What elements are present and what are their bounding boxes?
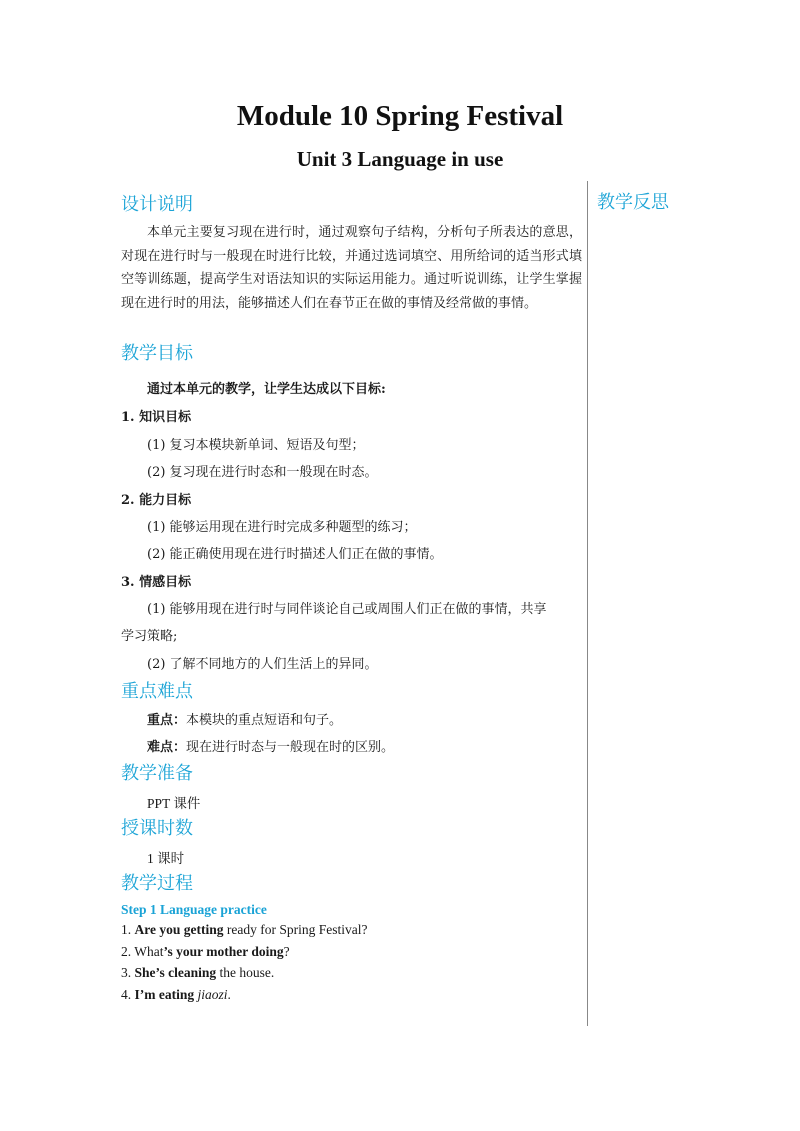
key-text: 本模块的重点短语和句子。 [186,713,343,728]
sentence-1-rest: ready for Spring Festival? [223,922,368,937]
knowledge-item-2: (2) 复习现在进行时态和一般现在时态。 [147,465,378,480]
difficult-label: 难点： [147,740,187,755]
emotion-item-2: (2) 了解不同地方的人们生活上的异同。 [147,657,378,672]
sentence-3 [121,965,274,981]
sentence-2-num: 2. What [121,944,164,959]
hours-text: 1 课时 [147,851,185,866]
sentence-4-bold: I’m eating [134,987,195,1002]
ability-item-1: (1) 能够运用现在进行时完成多种题型的练习； [147,520,417,535]
hours-heading: 授课时数 [121,818,193,839]
design-heading: 设计说明 [121,194,193,215]
reflection-heading: 教学反思 [597,192,669,213]
emotion-item-1: (1) 能够用现在进行时与同伴谈论自己或周围人们正在做的事情，共享 [147,602,547,617]
sentence-2 [121,944,290,960]
sentence-3-rest: the house. [216,965,275,980]
page-title: Module 10 Spring Festival [236,100,564,132]
prep-heading: 教学准备 [121,763,193,784]
keypoints-heading: 重点难点 [121,681,193,702]
key-label: 重点： [147,713,187,728]
difficult-text: 现在进行时态与一般现在时的区别。 [186,740,395,755]
sentence-4-num: 4. [121,987,135,1002]
sentence-3-num: 3. [121,965,135,980]
goals-intro: 通过本单元的教学，让学生达成以下目标: [147,382,386,397]
sentence-1-num: 1. [121,922,135,937]
ability-item-2: (2) 能正确使用现在进行时描述人们正在做的事情。 [147,547,443,562]
sentence-4 [121,987,231,1003]
prep-text: PPT 课件 [147,796,201,811]
sentence-3-bold: She’s cleaning [134,965,217,980]
sentence-1 [121,922,367,938]
sentence-1-bold: Are you getting [134,922,224,937]
sentence-2-rest: ? [283,944,290,959]
emotion-title: 3. 情感目标 [121,575,192,590]
ability-title: 2. 能力目标 [121,493,192,508]
goals-heading: 教学目标 [121,343,193,364]
step-1-heading: Step 1 Language practice [121,902,267,917]
knowledge-item-1: (1) 复习本模块新单词、短语及句型； [147,438,365,453]
key-point [147,709,342,728]
knowledge-title: 1. 知识目标 [121,410,192,425]
sentence-4-rest: . [227,987,231,1002]
sentence-2-bold: ’s your mother doing [163,944,284,959]
design-text: 本单元主要复习现在进行时，通过观察句子结构，分析句子所表达的意思，对现在进行时与一般现在时进行比较，并通过选词填空、用所给词的适当形式填空等训练题，提高学生对语法知识的实际运用能力。通过听说训练，让学生掌握现在进行时的用法，能够描述人们在春节正在做的事情及经常做的事情。 [121,225,582,311]
difficult-point [147,736,394,755]
emotion-item-1-cont: 学习策略; [121,629,178,644]
sentence-4-italic: jiaozi [197,987,228,1002]
column-divider [587,181,588,1026]
page-subtitle: Unit 3 Language in use [296,147,504,171]
process-heading: 教学过程 [121,873,193,894]
